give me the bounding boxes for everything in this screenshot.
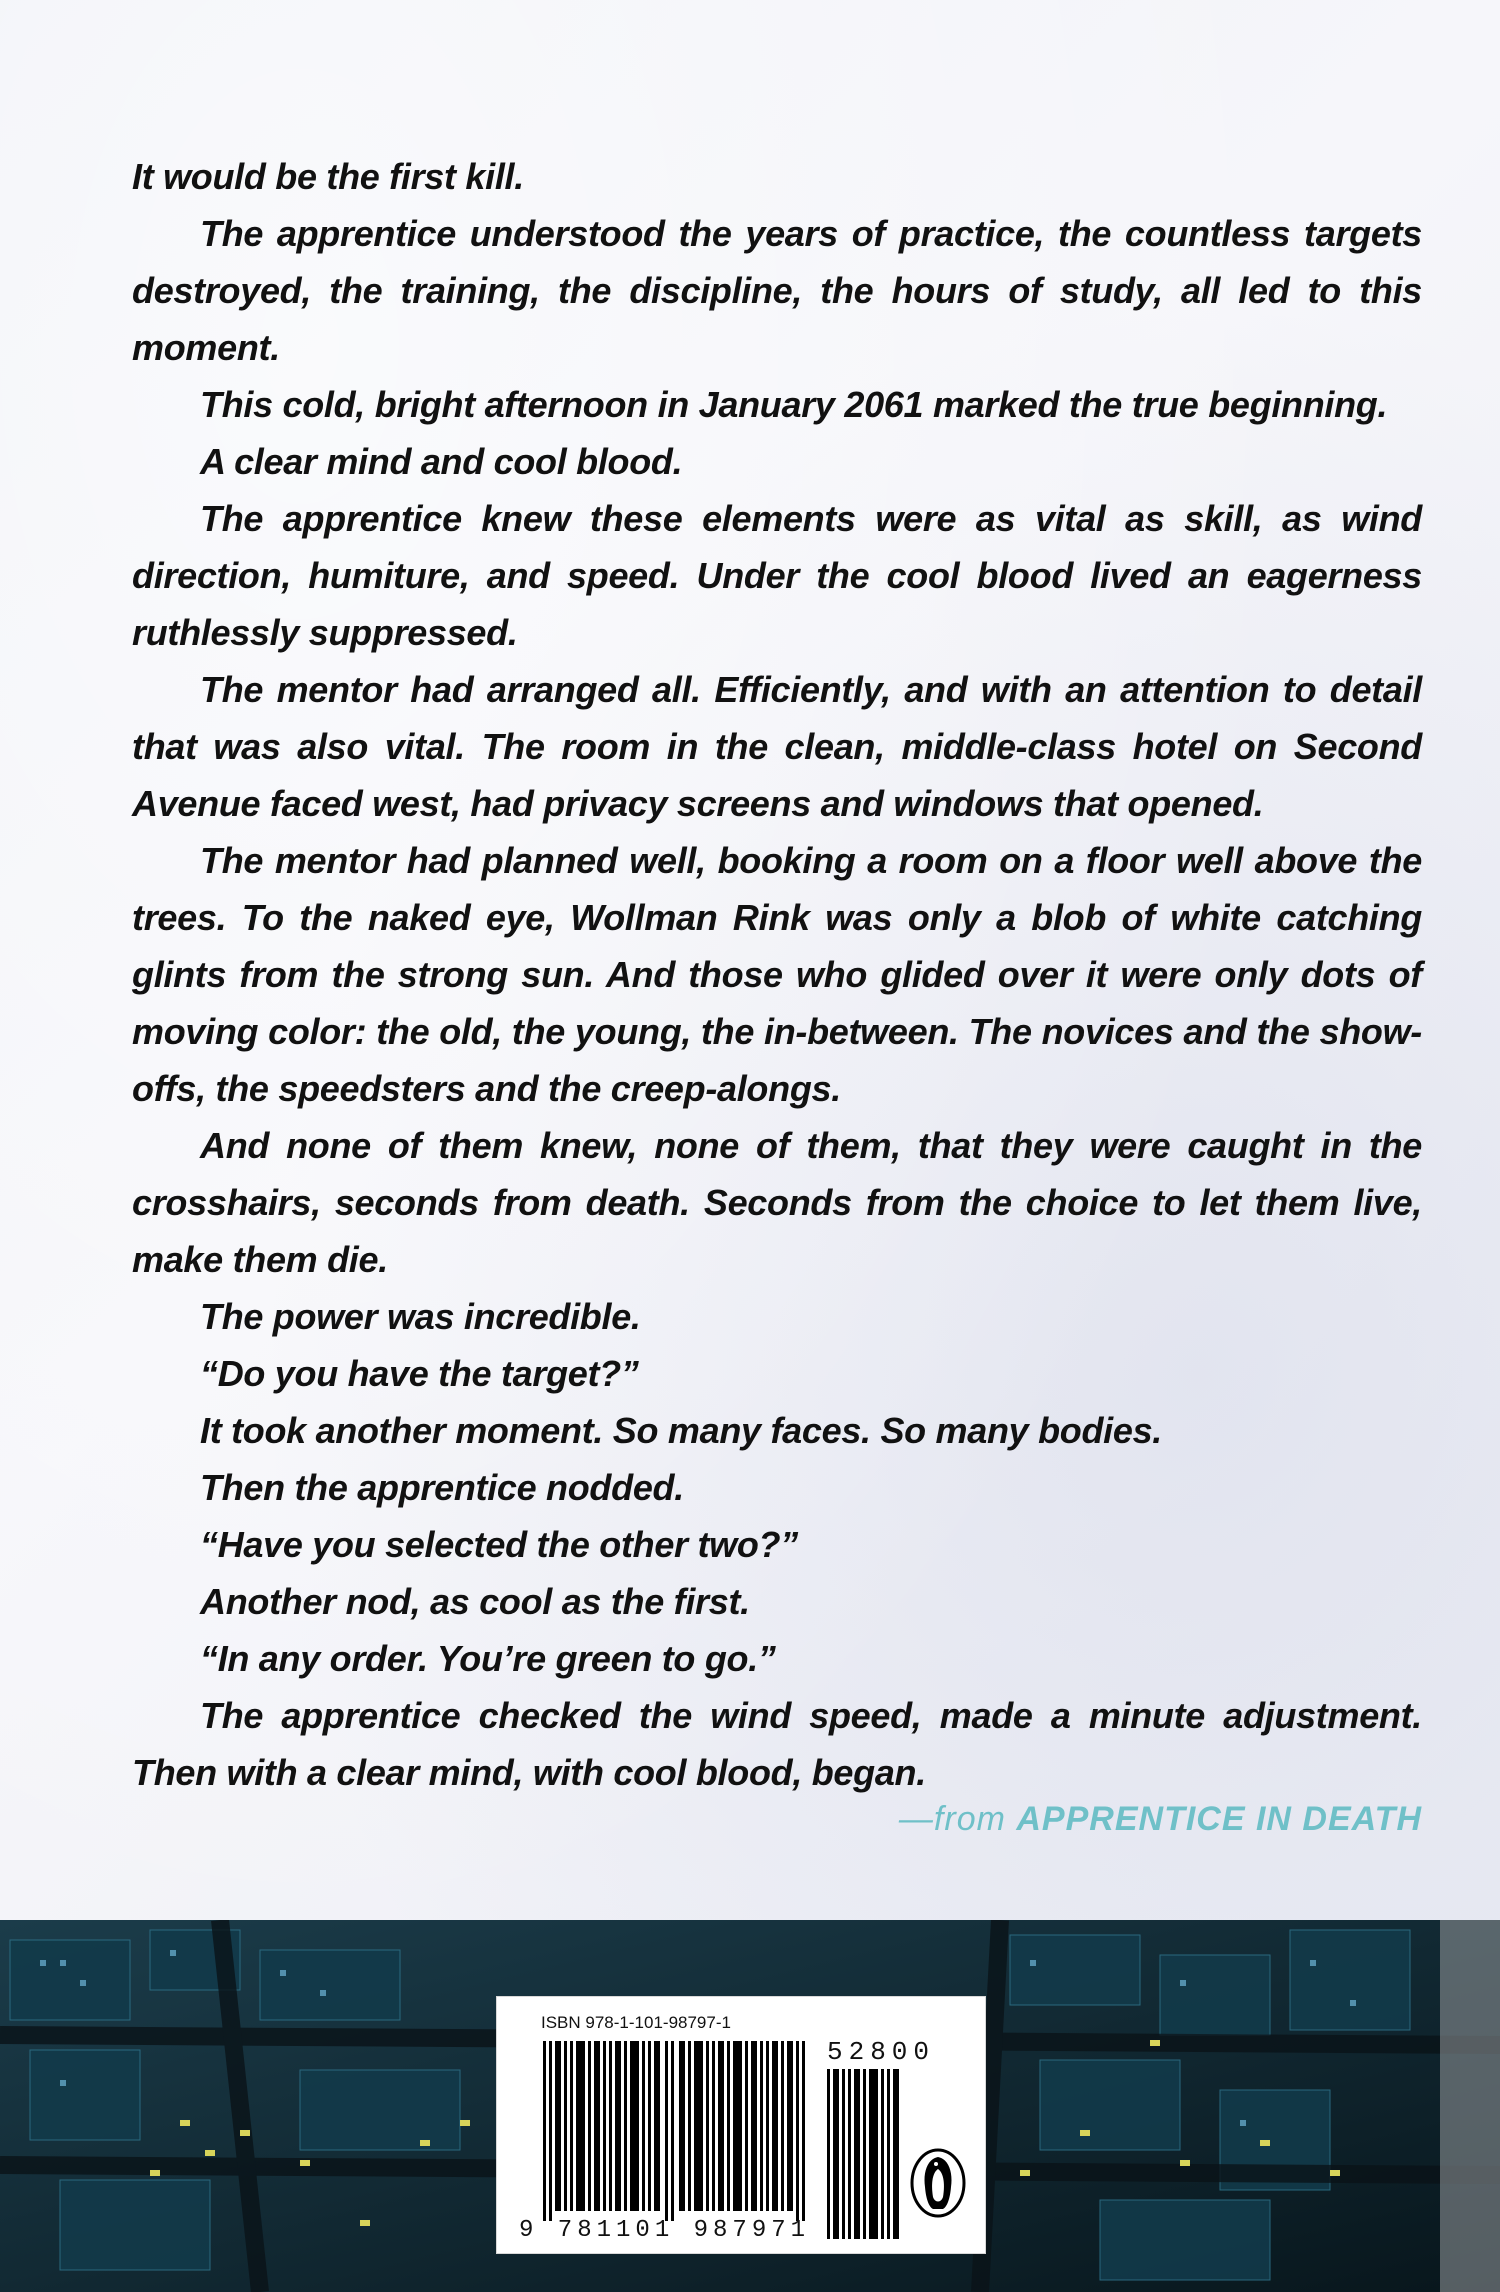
price-code: 52800 [827, 2037, 936, 2067]
excerpt-paragraph: The mentor had arranged all. Efficiently, and with an attention to detail that was also vital. The room in the clean, middle-class hotel on Second Avenue faced west, had privacy screens and windows that opened. [132, 669, 1422, 824]
excerpt-paragraph: The power was incredible. [200, 1296, 641, 1337]
excerpt-paragraph: It took another moment. So many faces. So many bodies. [200, 1410, 1163, 1451]
book-excerpt [132, 148, 1422, 1801]
excerpt-paragraph: A clear mind and cool blood. [200, 441, 683, 482]
excerpt-paragraph: And none of them knew, none of them, that they were caught in the crosshairs, seconds from death. Seconds from the choice to let them live, make them die. [132, 1125, 1422, 1280]
excerpt-paragraph: The apprentice knew these elements were as vital as skill, as wind direction, humiture, and speed. Under the cool blood lived an eagerness ruthlessly suppressed. [132, 498, 1422, 653]
excerpt-paragraph: “Have you selected the other two?” [200, 1524, 798, 1565]
excerpt-attribution [899, 1800, 1422, 1839]
attribution-book-title: APPRENTICE IN DEATH [1016, 1800, 1422, 1838]
excerpt-paragraph: Then the apprentice nodded. [200, 1467, 684, 1508]
attribution-prefix: —from [898, 1800, 1017, 1838]
price-barcode [827, 2069, 907, 2239]
excerpt-paragraph: The apprentice understood the years of practice, the countless targets destroyed, the training, the discipline, the hours of study, all led to this moment. [132, 213, 1422, 368]
isbn-digits: 9 781101 987971 [519, 2217, 811, 2244]
excerpt-paragraph: This cold, bright afternoon in January 2061 marked the true beginning. [200, 384, 1388, 425]
isbn-text: ISBN 978-1-101-98797-1 [541, 2013, 731, 2032]
excerpt-paragraph: The apprentice checked the wind speed, made a minute adjustment. Then with a clear mind, with cool blood, began. [132, 1695, 1422, 1793]
isbn-barcode [543, 2041, 813, 2221]
excerpt-paragraph: The mentor had planned well, booking a room on a floor well above the trees. To the naked eye, Wollman Rink was only a blob of white catching glints from the strong sun. And those who glided over it were only dots of moving color: the old, the young, the in-between. The novices and the show-offs, the speedsters and the creep-alongs. [132, 840, 1422, 1109]
barcode-label [496, 1996, 986, 2254]
excerpt-paragraph: Another nod, as cool as the first. [200, 1581, 750, 1622]
excerpt-paragraph: “Do you have the target?” [200, 1353, 639, 1394]
excerpt-paragraph: It would be the first kill. [132, 156, 524, 197]
excerpt-paragraph: “In any order. You’re green to go.” [200, 1638, 776, 1679]
penguin-logo-icon [909, 2147, 967, 2219]
